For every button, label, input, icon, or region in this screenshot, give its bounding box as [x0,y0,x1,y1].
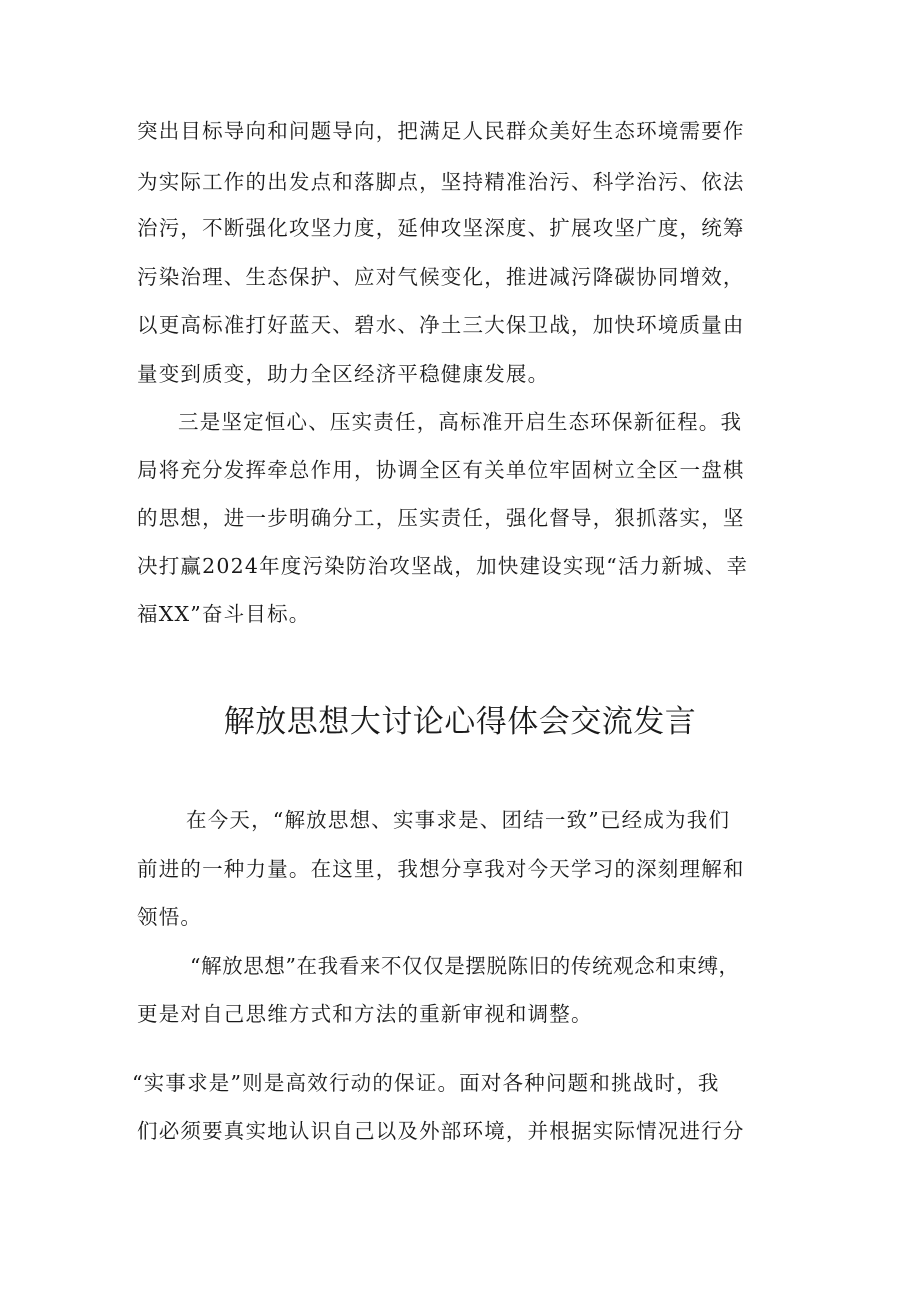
text-line: 前进的一种力量。在这里，我想分享我对今天学习的深刻理解和 [137,857,745,881]
text-line: 局将充分发挥牵总作用，协调全区有关单位牢固树立全区一盘棋 [137,458,745,482]
text-line: 量变到质变，助力全区经济平稳健康发展。 [137,362,550,386]
text-line: 的思想，进一步明确分工，压实责任，强化督导，狠抓落实，坚 [137,506,745,530]
text-line: 领悟。 [137,905,203,929]
text-line: 治污，不断强化攻坚力度，延伸攻坚深度、扩展攻坚广度，统筹 [137,216,745,240]
text-line: “实事求是”则是高效行动的保证。面对各种问题和挑战时，我 [132,1071,720,1095]
text-line: 三是坚定恒心、压实责任，高标准开启生态环保新征程。我 [178,410,743,434]
text-line: 福XX”奋斗目标。 [137,602,311,626]
text-line: 更是对自己思维方式和方法的重新审视和调整。 [137,1002,593,1026]
text-line: 们必须要真实地认识自己以及外部环境，并根据实际情况进行分 [137,1119,745,1143]
text-line: 污染治理、生态保护、应对气候变化，推进减污降碳协同增效， [137,265,745,289]
text-line: 决打赢2024年度污染防治攻坚战，加快建设实现“活力新城、幸 [137,554,749,578]
text-line: 突出目标导向和问题导向，把满足人民群众美好生态环境需要作 [137,119,745,143]
text-line: 为实际工作的出发点和落脚点，坚持精准治污、科学治污、依法 [137,170,745,194]
section-title: 解放思想大讨论心得体会交流发言 [223,704,697,740]
text-line: 在今天，“解放思想、实事求是、团结一致”已经成为我们 [186,808,731,832]
text-line: 以更高标准打好蓝天、碧水、净土三大保卫战，加快环境质量由 [137,313,745,337]
text-line: “解放思想”在我看来不仅仅是摆脱陈旧的传统观念和束缚， [190,954,740,978]
